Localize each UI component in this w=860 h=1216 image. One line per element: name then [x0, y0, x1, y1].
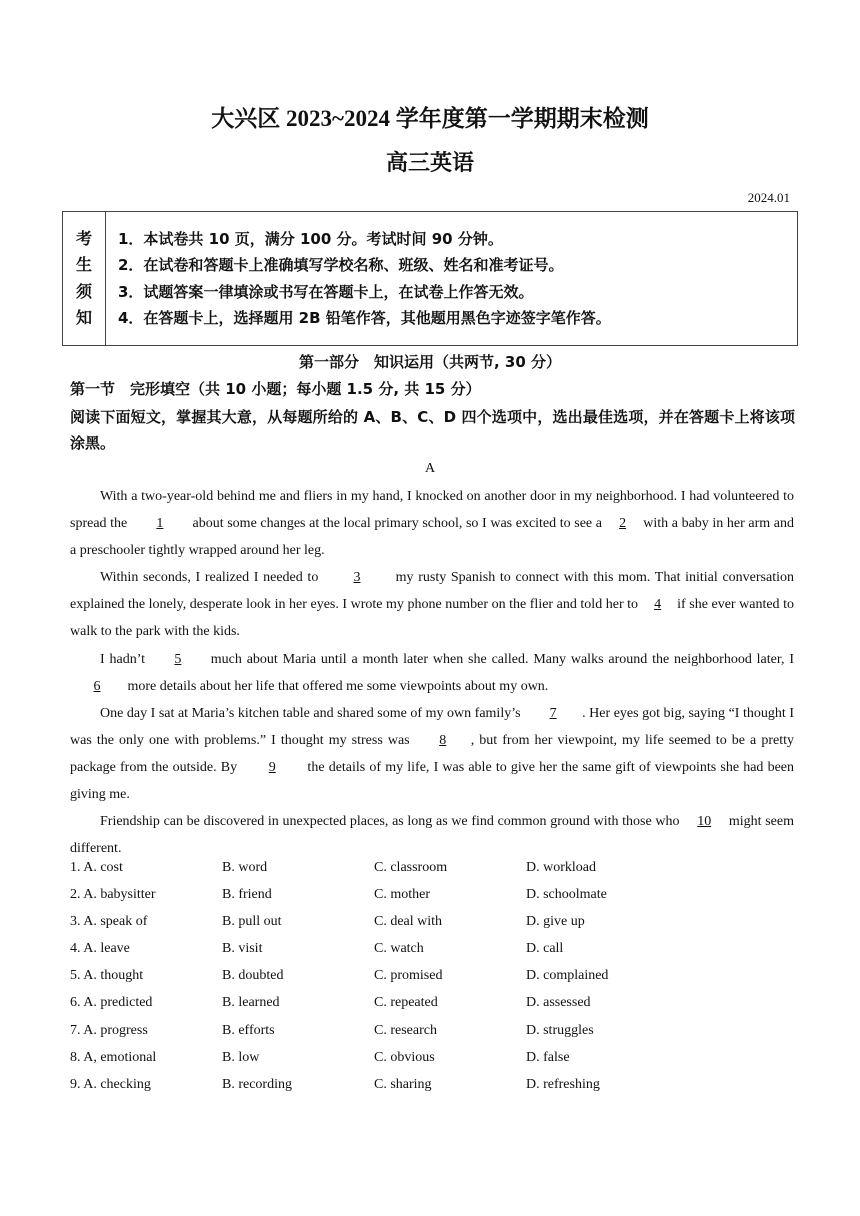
- option: C. promised: [374, 968, 443, 984]
- blank-6: 6: [93, 678, 101, 694]
- option: C. research: [374, 1022, 437, 1038]
- passage-text: . Her eyes got big, saying “I thought I was the only one with problems.” I thought my stress was: [70, 705, 795, 748]
- passage-text: With a two-year-old behind me and fliers in my hand, I knocked on another door in my neighborhood. I had volunteered to spread the: [70, 489, 794, 532]
- passage-letter: A: [424, 461, 436, 476]
- notice-rule: 1．本试卷共 10 页，满分 100 分。考试时间 90 分钟。: [118, 229, 503, 248]
- option: C. obvious: [374, 1049, 435, 1065]
- part-heading: 第一部分 知识运用（共两节, 30 分）: [298, 353, 562, 371]
- option: 1. A. cost: [70, 860, 123, 875]
- option-row: [70, 1077, 810, 1104]
- option-row: [70, 995, 810, 1022]
- option: B. doubted: [222, 968, 284, 984]
- exam-date: 2024.01: [747, 190, 790, 205]
- option: D. complained: [526, 968, 609, 984]
- passage-text: might seem different.: [70, 814, 794, 857]
- passage-text: , but from her viewpoint, my life seemed to be a pretty package from the outside. By: [70, 732, 794, 775]
- passage-paragraph: [70, 483, 794, 564]
- option-row: [70, 1050, 810, 1077]
- notice-label: [63, 212, 106, 346]
- option: B. efforts: [222, 1022, 275, 1038]
- option-row: [70, 968, 810, 995]
- notice-rule: 2．在试卷和答题卡上准确填写学校名称、班级、姓名和准考证号。: [118, 256, 564, 274]
- option: D. schoolmate: [526, 887, 607, 903]
- option: B. learned: [222, 995, 280, 1011]
- option: D. false: [526, 1049, 570, 1065]
- cloze-passage: [70, 483, 794, 862]
- notice-label-char: 生: [75, 255, 92, 274]
- notice-rule: 3．试题答案一律填涂或书写在答题卡上，在试卷上作答无效。: [118, 282, 534, 301]
- blank-7: 7: [549, 705, 557, 721]
- option: 6. A. predicted: [70, 995, 153, 1011]
- blank-5: 5: [174, 651, 182, 667]
- option: B. pull out: [222, 914, 282, 930]
- option: C. mother: [374, 887, 430, 903]
- option-row: [70, 860, 810, 887]
- passage-text: more details about her life that offered me some viewpoints about my own.: [124, 678, 549, 694]
- exam-subtitle: 高三英语: [385, 150, 474, 175]
- passage-text: I hadn’t: [100, 651, 150, 667]
- option-row: [70, 1023, 810, 1050]
- passage-text: Friendship can be discovered in unexpected places, as long as we find common ground with those who: [100, 814, 684, 830]
- passage-text: about some changes at the local primary school, so I was excited to see a: [188, 516, 606, 532]
- option: 9. A. checking: [70, 1076, 151, 1092]
- blank-4: 4: [654, 597, 662, 613]
- notice-label-char: 知: [75, 308, 92, 327]
- passage-paragraph: [70, 564, 794, 645]
- option: C. watch: [374, 941, 424, 957]
- option: 2. A. babysitter: [70, 887, 156, 903]
- passage-text: much about Maria until a month later when she called. Many walks around the neighborhood later, I: [205, 651, 794, 667]
- passage-paragraph: [70, 808, 794, 862]
- option: B. word: [222, 860, 268, 875]
- option: D. refreshing: [526, 1076, 600, 1092]
- option-row: [70, 887, 810, 914]
- passage-text: my rusty Spanish to connect with this mom. That initial conversation explained the lonely, desperate look in her eyes. I wrote my phone number on the flier and told her to: [70, 570, 794, 613]
- option: D. call: [526, 941, 564, 957]
- option: B. visit: [222, 941, 263, 957]
- option: B. low: [222, 1049, 260, 1065]
- option: B. friend: [222, 887, 272, 903]
- notice-rule: 4．在答题卡上，选择题用 2B 铅笔作答，其他题用黑色字迹签字笔作答。: [118, 309, 611, 327]
- option-row: [70, 914, 810, 941]
- option: 5. A. thought: [70, 968, 144, 984]
- option: D. workload: [526, 860, 596, 875]
- section-heading: 第一节 完形填空（共 10 小题；每小题 1.5 分, 共 15 分）: [70, 380, 481, 398]
- passage-text: with a baby in her arm and a preschooler tightly wrapped around her leg.: [70, 516, 795, 559]
- option: C. repeated: [374, 995, 438, 1011]
- option: C. classroom: [374, 860, 448, 875]
- option: 7. A. progress: [70, 1022, 148, 1038]
- option: D. struggles: [526, 1022, 594, 1038]
- candidate-notice: [62, 211, 798, 346]
- passage-text: One day I sat at Maria’s kitchen table and shared some of my own family’s: [100, 705, 525, 721]
- passage-text: Within seconds, I realized I needed to: [100, 570, 323, 586]
- option-row: [70, 941, 810, 968]
- blank-3: 3: [353, 570, 361, 586]
- option: D. assessed: [526, 995, 591, 1011]
- passage-paragraph: [70, 700, 794, 808]
- option: D. give up: [526, 914, 585, 930]
- exam-title: 大兴区 2023~2024 学年度第一学期期末检测: [211, 106, 649, 131]
- blank-8: 8: [439, 732, 447, 748]
- option: 4. A. leave: [70, 941, 130, 957]
- answer-options: [70, 860, 810, 1104]
- notice-label-char: 须: [75, 281, 92, 301]
- option: C. deal with: [374, 914, 443, 930]
- passage-text: the details of my life, I was able to give her the same gift of viewpoints she had been giving me.: [70, 759, 795, 803]
- blank-2: 2: [619, 516, 627, 532]
- passage-text: if she ever wanted to walk to the park with the kids.: [70, 597, 794, 640]
- option: C. sharing: [374, 1076, 432, 1092]
- notice-rules: [106, 212, 798, 346]
- blank-1: 1: [156, 516, 164, 532]
- option: 3. A. speak of: [70, 914, 148, 930]
- blank-9: 9: [268, 759, 276, 775]
- option: 8. A, emotional: [70, 1049, 157, 1065]
- blank-10: 10: [697, 814, 712, 830]
- passage-paragraph: [70, 646, 794, 700]
- section-instruction: 阅读下面短文，掌握其大意，从每题所给的 A、B、C、D 四个选项中，选出最佳选项，并在答题卡上将该项涂黑。: [70, 408, 795, 452]
- notice-label-char: 考: [75, 228, 92, 248]
- option: B. recording: [222, 1076, 292, 1092]
